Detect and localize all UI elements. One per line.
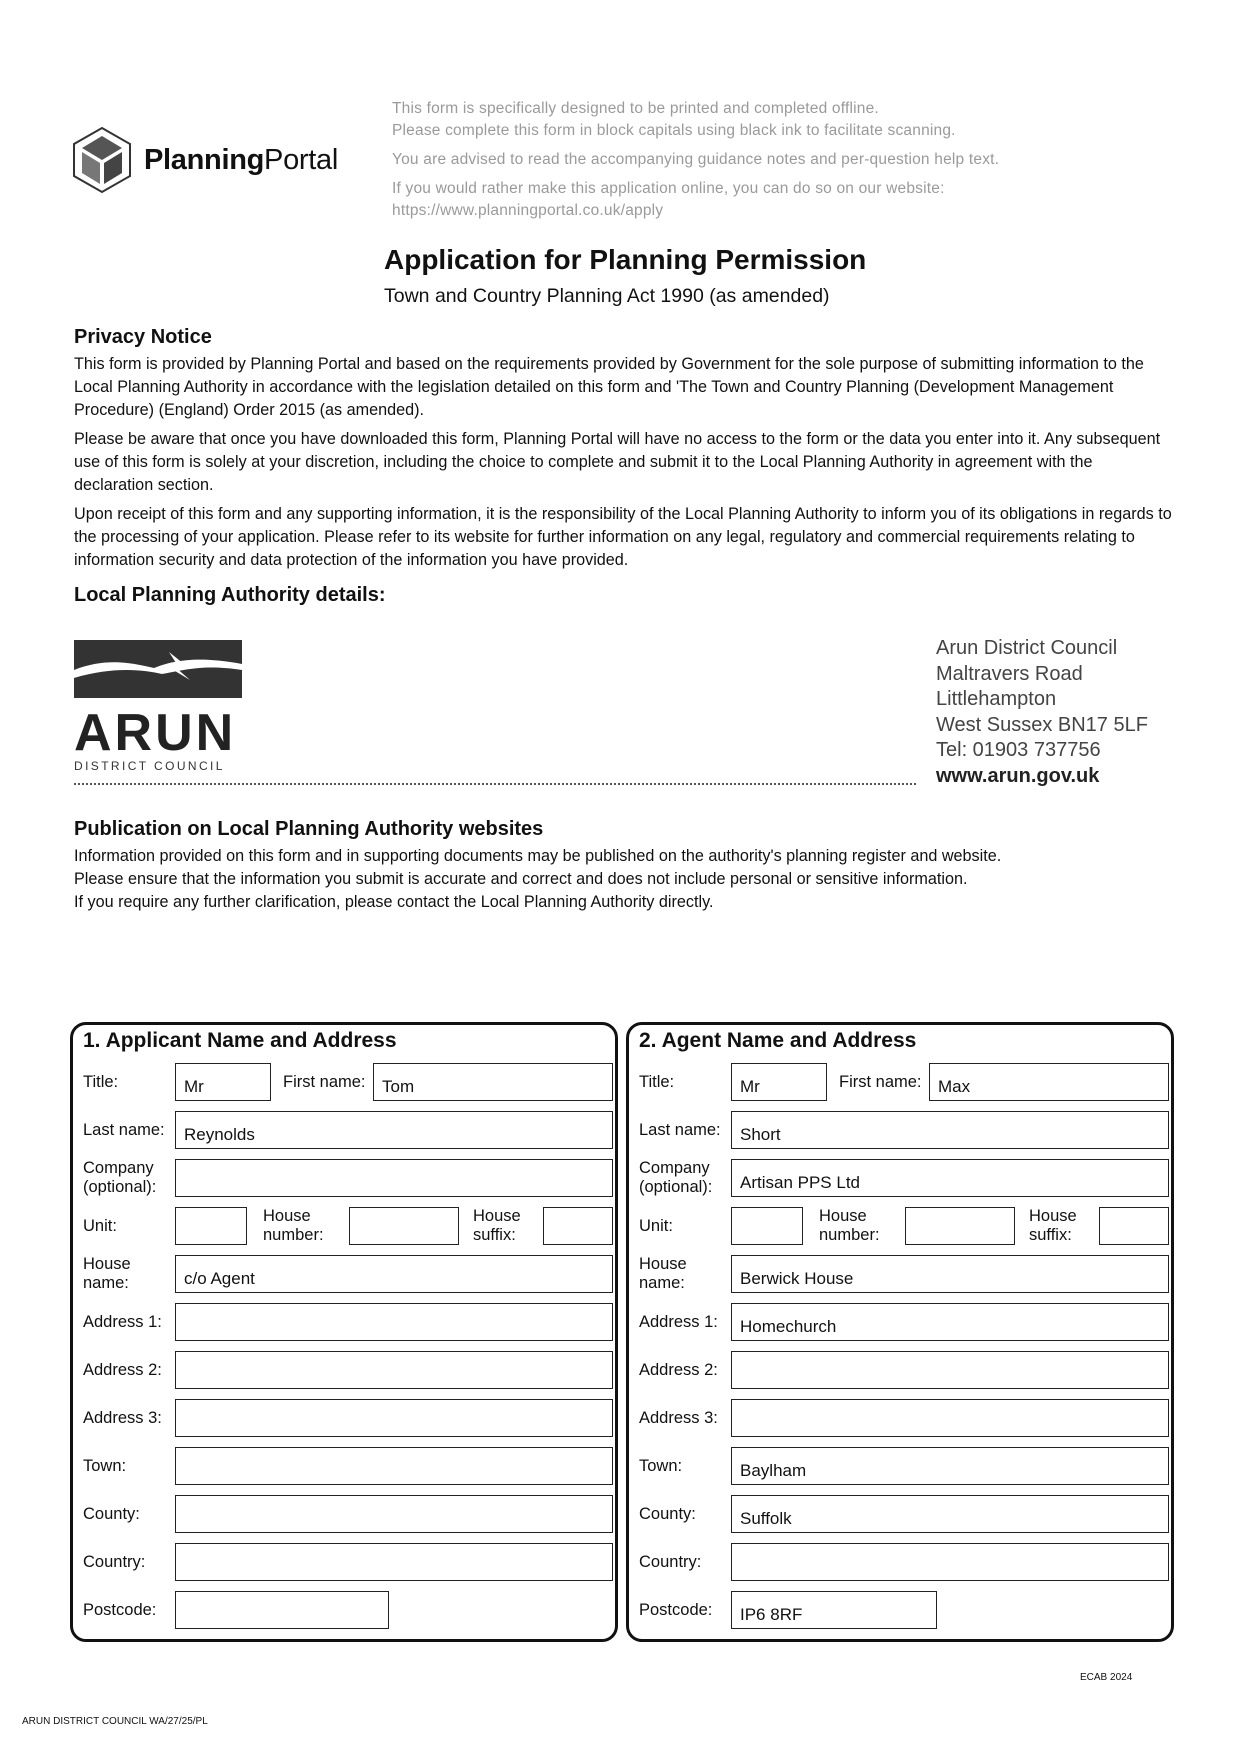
agent-unit-field[interactable]	[731, 1207, 803, 1245]
arun-logo	[74, 640, 242, 773]
lpa-address: Arun District Council Maltravers Road Littlehampton West Sussex BN17 5LF Tel: 01903 737756 www.arun.gov.uk	[936, 636, 1148, 789]
agent-section: 2. Agent Name and Address Title: Mr First name: Max Last name: Short Company (optional): Artisan PPS Ltd Unit: House number: House suffix: House name: Berwick House Address 1: Homechurch Address 2: Address 3: Town: Baylham County: Suffolk Country: Postcode: IP6 8RF	[626, 1022, 1174, 1642]
agent-address-1-field[interactable]: Homechurch	[731, 1303, 1169, 1341]
agent-county-field[interactable]: Suffolk	[731, 1495, 1169, 1533]
applicant-unit-field[interactable]	[175, 1207, 247, 1245]
agent-country-field[interactable]	[731, 1543, 1169, 1581]
planning-portal-logo	[70, 124, 350, 196]
applicant-last-name-field[interactable]: Reynolds	[175, 1111, 613, 1149]
applicant-country-field[interactable]	[175, 1543, 613, 1581]
applicant-house-name-field[interactable]: c/o Agent	[175, 1255, 613, 1293]
applicant-first-name-field[interactable]: Tom	[373, 1063, 613, 1101]
form-title: Application for Planning Permission	[384, 244, 867, 275]
planning-portal-logo-icon	[70, 126, 134, 194]
council-reference: ARUN DISTRICT COUNCIL WA/27/25/PL	[22, 1716, 208, 1727]
form-code: ECAB 2024	[1080, 1672, 1133, 1683]
privacy-paragraph-3: Upon receipt of this form and any supporting information, it is the responsibility of the Local Planning Authority to inform you of its obligations in regards to the processing of your application. Please refer to its website for further information on any legal, regulatory and commercial requirements relating to information security and data protection of the information you have provided.	[74, 505, 1172, 569]
agent-town-field[interactable]: Baylham	[731, 1447, 1169, 1485]
agent-heading: 2. Agent Name and Address	[639, 1029, 917, 1052]
lpa-divider	[74, 783, 916, 785]
agent-postcode-field[interactable]: IP6 8RF	[731, 1591, 937, 1629]
arun-logo-word: ARUN	[74, 704, 237, 762]
arun-logo-graphic	[74, 640, 242, 698]
privacy-notice	[74, 326, 1174, 578]
applicant-house-suffix-field[interactable]	[543, 1207, 613, 1245]
lpa-section	[74, 584, 1174, 611]
privacy-heading: Privacy Notice	[74, 326, 212, 348]
applicant-postcode-field[interactable]	[175, 1591, 389, 1629]
applicant-address-1-field[interactable]	[175, 1303, 613, 1341]
applicant-title-field[interactable]: Mr	[175, 1063, 271, 1101]
publication-heading: Publication on Local Planning Authority websites	[74, 818, 544, 840]
intro-instructions: This form is specifically designed to be printed and completed offline. Please complete this form in block capitals using black ink to facilitate scanning. You are advised to read the accompanying guidance notes and per-question help text. If you would rather make this application online, you can do so on our website: https://www.planningportal.co.uk/apply	[392, 100, 1000, 219]
agent-address-3-field[interactable]	[731, 1399, 1169, 1437]
agent-first-name-field[interactable]: Max	[929, 1063, 1169, 1101]
applicant-address-2-field[interactable]	[175, 1351, 613, 1389]
form-subtitle: Town and Country Planning Act 1990 (as amended)	[384, 285, 830, 307]
privacy-paragraph-2: Please be aware that once you have downloaded this form, Planning Portal will have no access to the form or the data you enter into it. Any subsequent use of this form is solely at your discretion, including the choice to complete and submit it to the Local Planning Authority in agreement with the declaration section.	[74, 430, 1161, 494]
agent-house-number-field[interactable]	[905, 1207, 1015, 1245]
applicant-heading: 1. Applicant Name and Address	[83, 1029, 397, 1052]
applicant-address-3-field[interactable]	[175, 1399, 613, 1437]
agent-last-name-field[interactable]: Short	[731, 1111, 1169, 1149]
applicant-county-field[interactable]	[175, 1495, 613, 1533]
publication-notice: Publication on Local Planning Authority websites Information provided on this form and in supporting documents may be published on the authority's planning register and website. Please ensure that the information you submit is accurate and correct and does not include personal or sensitive information. If you require any further clarification, please contact the Local Planning Authority directly.	[74, 818, 1174, 914]
arun-logo-sub: DISTRICT COUNCIL	[74, 759, 225, 773]
privacy-paragraph-1: This form is provided by Planning Portal and based on the requirements provided by Government for the sole purpose of submitting information to the Local Planning Authority in accordance with the legislation detailed on this form and 'The Town and Country Planning (Development Management Procedure) (England) Order 2015 (as amended).	[74, 355, 1144, 419]
lpa-heading: Local Planning Authority details:	[74, 584, 386, 606]
agent-house-name-field[interactable]: Berwick House	[731, 1255, 1169, 1293]
agent-house-suffix-field[interactable]	[1099, 1207, 1169, 1245]
lpa-website-link[interactable]: www.arun.gov.uk	[936, 764, 1100, 787]
applicant-section: 1. Applicant Name and Address Title: Mr First name: Tom Last name: Reynolds Company (optional): Unit: House number: House suffix: House name: c/o Agent Address 1: Address 2: Address 3: Town: County: Country: Postcode:	[70, 1022, 618, 1642]
planning-portal-wordmark: PlanningPortal	[144, 143, 339, 176]
agent-company-field[interactable]: Artisan PPS Ltd	[731, 1159, 1169, 1197]
applicant-house-number-field[interactable]	[349, 1207, 459, 1245]
agent-title-field[interactable]: Mr	[731, 1063, 827, 1101]
applicant-town-field[interactable]	[175, 1447, 613, 1485]
applicant-company-field[interactable]	[175, 1159, 613, 1197]
agent-address-2-field[interactable]	[731, 1351, 1169, 1389]
